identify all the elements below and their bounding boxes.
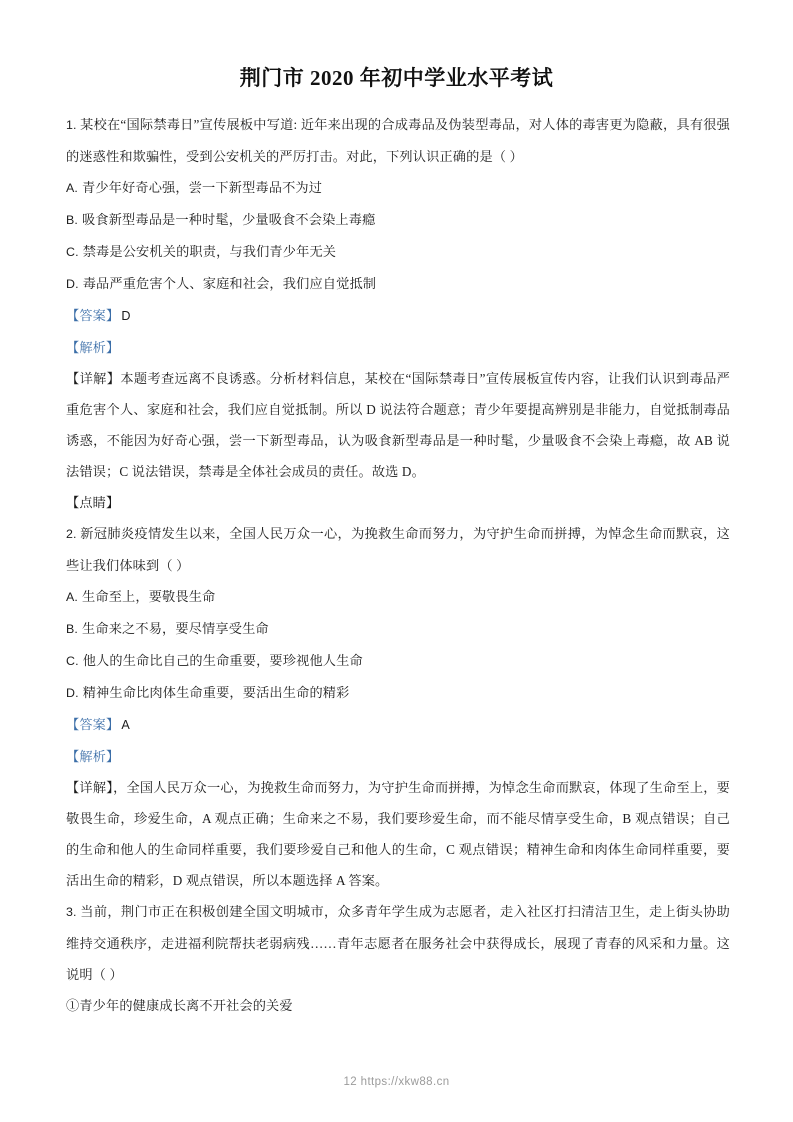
question-2-option-d[interactable] [66,677,730,709]
option-label: B. [66,622,79,636]
question-1-analysis-tag-line [66,332,730,363]
question-3-stem [66,896,730,990]
analysis-tag: 【解析】 [66,340,120,355]
question-1-option-a[interactable] [66,172,730,204]
question-2-detail [66,772,730,896]
option-text: 生命来之不易，要尽情享受生命 [82,621,269,636]
question-2-option-b[interactable] [66,613,730,645]
option-label: D. [66,686,79,700]
page-footer-watermark: 12 https://xkw88.cn [343,1076,450,1088]
question-3-stem-text: 当前，荆门市正在积极创建全国文明城市，众多青年学生成为志愿者，走入社区打扫清洁卫生，走上街头协助维持交通秩序，走进福利院帮扶老弱病残……青年志愿者在服务社会中获得成长，展现了青春的风采和力量。这说明（ ） [66,904,730,982]
detail-text: ，全国人民万众一心，为挽救生命而努力，为守护生命而拼搏，为悼念生命而默哀，体现了生命至上，要敬畏生命，珍爱生命，A 观点正确；生命来之不易，我们要珍爱生命，而不能尽情享受生命，B 观点错误；自己的生命和他人的生命同样重要，我们要珍爱自己和他人的生命，C 观点错误；精神生命和肉体生命同样重要，要活出生命的精彩，D 观点错误，所以本题选择 A 答案。 [66,780,730,888]
question-2-answer-line [66,709,730,741]
answer-tag: 【答案】 [66,308,120,323]
question-1-answer-line [66,300,730,332]
option-text: 他人的生命比自己的生命重要，要珍视他人生命 [82,653,363,668]
question-1-option-d[interactable] [66,268,730,300]
option-text: 生命至上，要敬畏生命 [82,589,216,604]
option-label: C. [66,245,79,259]
question-1-option-b[interactable] [66,204,730,236]
question-1-detail [66,363,730,487]
question-2-option-c[interactable] [66,645,730,677]
question-1-number: 1. [66,118,77,132]
answer-tag: 【答案】 [66,717,120,732]
question-2-number: 2. [66,527,77,541]
question-3-statement-1 [66,990,730,1021]
question-1-tip-tag-line [66,487,730,518]
detail-tag: 【详解】 [66,780,114,795]
question-1-stem-text: 某校在“国际禁毒日”宣传展板中写道: 近年来出现的合成毒品及伪装型毒品，对人体的毒害更为隐蔽，具有很强的迷惑性和欺骗性，受到公安机关的严厉打击。对此，下列认识正确的是（ ） [66,117,730,164]
option-text: 青少年好奇心强，尝一下新型毒品不为过 [82,180,323,195]
question-2-option-a[interactable] [66,581,730,613]
document-body [60,109,733,1021]
detail-tag: 【详解】 [66,371,121,386]
question-1-stem [66,109,730,172]
answer-value: A [121,718,130,732]
option-text: 毒品严重危害个人、家庭和社会，我们应自觉抵制 [82,276,377,291]
tip-tag: 【点睛】 [66,495,120,510]
question-1-option-c[interactable] [66,236,730,268]
option-label: A. [66,181,79,195]
answer-value: D [121,309,131,323]
option-text: 禁毒是公安机关的职责，与我们青少年无关 [82,244,337,259]
question-2-stem-text: 新冠肺炎疫情发生以来，全国人民万众一心，为挽救生命而努力，为守护生命而拼搏，为悼念生命而默哀，这些让我们体味到（ ） [66,526,730,573]
option-label: A. [66,590,79,604]
question-2-analysis-tag-line [66,741,730,772]
detail-text: 本题考查远离不良诱惑。分析材料信息，某校在“国际禁毒日”宣传展板宣传内容，让我们认识到毒品严重危害个人、家庭和社会，我们应自觉抵制。所以 D 说法符合题意；青少年要提高辨别是非能力，自觉抵制毒品诱惑，不能因为好奇心强，尝一下新型毒品，认为吸食新型毒品是一种时髦，少量吸食不会染上毒瘾，故 AB 说法错误；C 说法错误，禁毒是全体社会成员的责任。故选 D。 [66,371,730,479]
option-text: 吸食新型毒品是一种时髦，少量吸食不会染上毒瘾 [82,212,376,227]
option-label: C. [66,654,79,668]
question-3-number: 3. [66,905,77,919]
option-label: B. [66,213,79,227]
page-title: 荆门市 2020 年初中学业水平考试 [239,66,554,90]
statement-text: ①青少年的健康成长离不开社会的关爱 [66,998,293,1013]
analysis-tag: 【解析】 [66,749,120,764]
option-label: D. [66,277,79,291]
question-2-stem [66,518,730,581]
option-text: 精神生命比肉体生命重要，要活出生命的精彩 [82,685,350,700]
